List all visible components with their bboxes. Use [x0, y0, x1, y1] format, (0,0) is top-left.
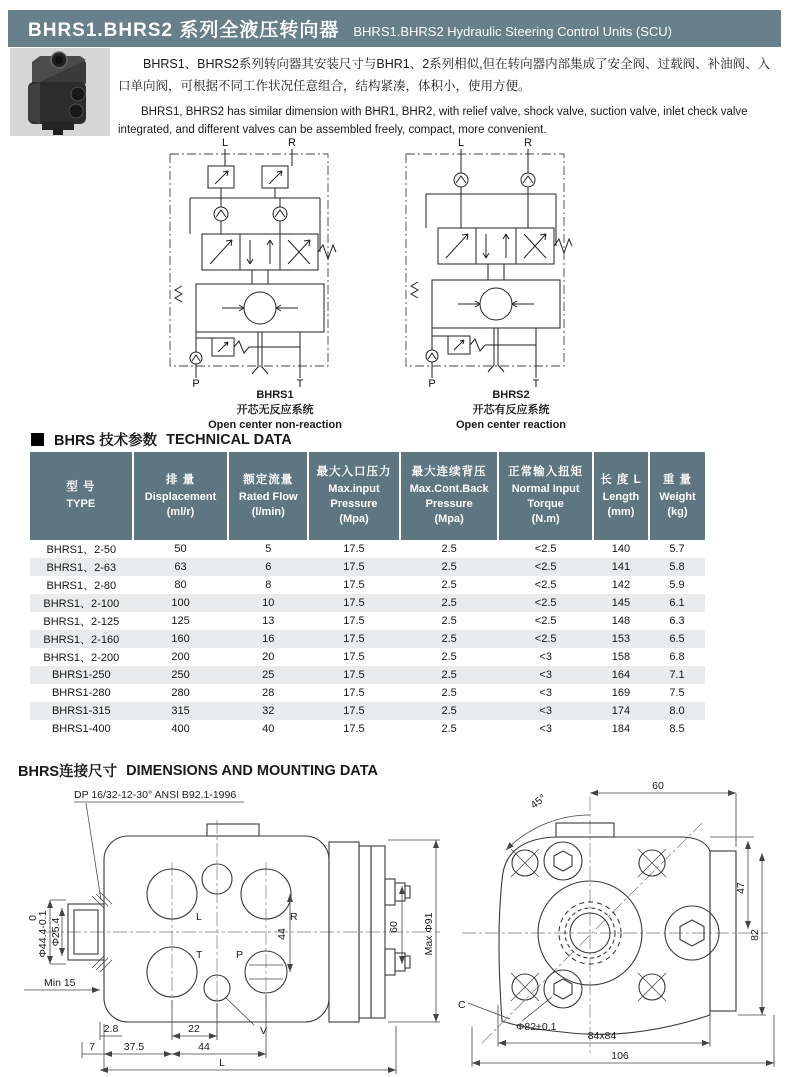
dim-47: 47: [735, 882, 747, 894]
table-cell: 164: [611, 669, 631, 681]
table-cell: 280: [171, 687, 190, 699]
table-cell: 2.5: [441, 651, 457, 663]
spline-spec-note: DP 16/32-12-30° ANSI B92.1-1996: [74, 789, 237, 801]
dim-60: 60: [652, 780, 664, 792]
table-cell: 174: [611, 705, 631, 717]
circuit-lines: [175, 149, 336, 378]
port-label-r: R: [288, 137, 296, 149]
table-cell: 141: [611, 561, 631, 573]
table-cell: BHRS1、2-100: [43, 598, 120, 610]
table-cell: 250: [171, 669, 190, 681]
col-header-weight: 重 量 Weight (kg): [649, 452, 705, 540]
table-cell: 5: [265, 543, 272, 555]
table-cell: 32: [262, 705, 275, 717]
dim-2-8: 2.8: [103, 1023, 119, 1035]
table-cell: 16: [262, 633, 275, 645]
table-cell: 6.8: [669, 651, 685, 663]
technical-data-title: [31, 429, 292, 450]
port-label-t: T: [532, 378, 540, 388]
table-cell: 17.5: [343, 615, 365, 627]
table-row: [30, 702, 705, 720]
circuit-lines: [411, 149, 572, 378]
bhrs1-caption-zh: 开芯无反应系统: [236, 403, 314, 416]
table-cell: 6.3: [669, 615, 685, 627]
port-label-p: P: [428, 378, 436, 388]
table-cell: 17.5: [343, 579, 365, 591]
table-cell: 145: [611, 597, 631, 609]
table-cell: 6.5: [669, 633, 685, 645]
table-cell: 169: [611, 687, 631, 699]
dim-7: 7: [89, 1041, 95, 1053]
hex-bolts: [544, 842, 719, 1008]
table-cell: 142: [611, 579, 631, 591]
table-cell: <2.5: [534, 597, 557, 609]
table-cell: 17.5: [343, 633, 365, 645]
page-title-zh: BHRS1.BHRS2 系列全液压转向器: [28, 20, 340, 41]
table-cell: 153: [611, 633, 631, 645]
port-label-p: P: [236, 949, 244, 961]
table-cell: 7.5: [669, 687, 685, 699]
table-cell: 2.5: [441, 615, 457, 627]
bhrs2-model: BHRS2: [492, 389, 530, 401]
ports: [147, 864, 291, 1001]
table-cell: 2.5: [441, 561, 457, 573]
table-cell: 28: [262, 687, 275, 699]
technical-title-en: TECHNICAL DATA: [166, 431, 292, 448]
table-cell: 2.5: [441, 579, 457, 591]
table-row: [30, 666, 705, 684]
bhrs1-caption: [160, 388, 390, 433]
table-cell: <2.5: [534, 543, 557, 555]
dimensions-title: [18, 760, 378, 781]
port-label-t: T: [196, 949, 203, 961]
table-cell: <2.5: [534, 561, 557, 573]
table-cell: 140: [611, 543, 631, 555]
table-cell: 8.0: [669, 705, 685, 717]
table-cell: 17.5: [343, 705, 365, 717]
table-row: [30, 540, 705, 558]
port-label-r: R: [524, 137, 532, 149]
dim-84x84: 84x84: [587, 1030, 617, 1042]
col-header-max-input-pressure: 最大入口压力 Max.input Pressure (Mpa): [308, 452, 400, 540]
col-header-length: 长 度 L Length (mm): [593, 452, 649, 540]
table-cell: 25: [262, 669, 275, 681]
table-cell: 40: [262, 723, 275, 735]
bhrs1-circuit-diagram: [160, 136, 390, 388]
port-label-l: L: [196, 911, 202, 923]
bolt-top: [385, 879, 410, 905]
table-cell: 17.5: [343, 543, 365, 555]
table-cell: 160: [171, 633, 190, 645]
table-cell: BHRS1-315: [51, 705, 111, 717]
table-cell: 2.5: [441, 669, 457, 681]
dim-max-dia-91: Max Φ91: [423, 912, 435, 956]
table-cell: 2.5: [441, 597, 457, 609]
centerlines: [44, 820, 440, 1040]
bhrs1-caption-en: Open center non-reaction: [208, 418, 342, 431]
table-cell: 10: [262, 597, 275, 609]
table-cell: <2.5: [534, 579, 557, 591]
table-cell: 8.5: [669, 723, 685, 735]
table-cell: BHRS1、2-80: [46, 580, 117, 592]
dim-44-bottom: 44: [198, 1041, 210, 1053]
mounting-holes: [511, 849, 666, 1001]
table-cell: BHRS1、2-63: [46, 562, 117, 574]
port-label-t: T: [296, 378, 304, 388]
table-cell: 2.5: [441, 633, 457, 645]
section-square-icon: [31, 433, 44, 446]
table-cell: 184: [611, 723, 631, 735]
dim-82: 82: [749, 929, 761, 941]
table-row: [30, 720, 705, 738]
technical-title-zh: BHRS 技术参数: [54, 433, 158, 449]
table-row: [30, 612, 705, 630]
table-cell: 2.5: [441, 687, 457, 699]
table-cell: 17.5: [343, 597, 365, 609]
bhrs1-model: BHRS1: [256, 389, 294, 401]
table-body: [30, 540, 705, 738]
table-cell: 17.5: [343, 651, 365, 663]
bolt-bottom: [385, 949, 410, 975]
table-cell: BHRS1-400: [51, 723, 111, 735]
port-label-l: L: [221, 137, 229, 149]
spline-note-leader: [74, 802, 244, 900]
technical-data-table: [30, 452, 705, 738]
table-cell: 17.5: [343, 561, 365, 573]
col-header-normal-input-torque: 正常输入扭矩 Normal Input Torque (N.m): [498, 452, 592, 540]
dim-dia-44-4: Φ44.4-0.1: [37, 910, 49, 958]
dim-dia-82: Φ82±0.1: [516, 1021, 557, 1033]
col-header-type: 型 号 TYPE: [30, 452, 133, 540]
dim-dia-25-4: Φ25.4: [50, 917, 62, 947]
intro-paragraph-zh: BHRS1、BHRS2系列转向器其安装尺寸与BHR1、2系列相似,但在转向器内部集成了安全阀、过载阀、补油阀、入口单向阀，可根据不同工作状况任意组合，结构紧凑，体积小，使用方便。: [118, 57, 771, 93]
table-cell: 5.7: [669, 543, 685, 555]
table-cell: BHRS1、2-160: [43, 634, 120, 646]
table-cell: 200: [171, 651, 190, 663]
dim-min-15: Min 15: [44, 977, 76, 989]
body-outline: [68, 824, 410, 1022]
table-cell: 17.5: [343, 687, 365, 699]
table-cell: 315: [171, 705, 190, 717]
table-cell: 148: [611, 615, 631, 627]
dim-22: 22: [188, 1023, 200, 1035]
bhrs2-caption-en: Open center reaction: [455, 418, 567, 431]
table-cell: 5.9: [669, 579, 685, 591]
table-cell: BHRS1、2-125: [43, 616, 120, 628]
table-cell: 6.1: [669, 597, 685, 609]
intro-paragraph-en: BHRS1, BHRS2 has similar dimension with BHR1, BHR2, with relief valve, shock valve, suction valve, inlet check valve integrated, and different valves can be assembled freely, compact, more convenient.: [118, 105, 748, 137]
table-cell: 2.5: [441, 705, 457, 717]
table-cell: BHRS1、2-200: [43, 652, 120, 664]
table-cell: 5.8: [669, 561, 685, 573]
table-cell: 125: [171, 615, 190, 627]
dim-44-vertical: 44: [276, 928, 288, 940]
front-view-drawing: [452, 775, 786, 1075]
table-cell: 80: [174, 579, 187, 591]
table-cell: 2.5: [441, 543, 457, 555]
table-cell: <3: [539, 651, 552, 663]
product-photo: [10, 48, 110, 136]
bhrs2-caption: [396, 388, 626, 433]
circuit-boundary: [170, 154, 328, 366]
dim-length-l: L: [219, 1057, 225, 1069]
table-cell: 63: [174, 561, 187, 573]
dim-37-5: 37.5: [123, 1041, 145, 1053]
page-title-en: BHRS1.BHRS2 Hydraulic Steering Control Units (SCU): [353, 23, 672, 39]
table-row: [30, 648, 705, 666]
port-label-l: L: [457, 137, 465, 149]
dim-tolerance-zero: 0: [27, 915, 39, 921]
port-label-p: P: [192, 378, 200, 388]
table-cell: 400: [171, 723, 190, 735]
steering-unit-illustration: [28, 52, 86, 135]
intro-text: [118, 54, 780, 140]
table-cell: <3: [539, 705, 552, 717]
circuit-boundary: [406, 154, 564, 366]
col-header-displacement: 排 量 Displacement (ml/r): [133, 452, 229, 540]
table-cell: 17.5: [343, 723, 365, 735]
table-cell: <2.5: [534, 615, 557, 627]
centerlines: [462, 797, 768, 1053]
table-cell: BHRS1-280: [51, 687, 111, 699]
table-cell: 7.1: [669, 669, 685, 681]
dim-45-deg: 45°: [528, 792, 549, 812]
table-cell: BHRS1-250: [51, 669, 111, 681]
table-cell: 6: [265, 561, 272, 573]
table-cell: <3: [539, 687, 552, 699]
table-header: [30, 452, 705, 540]
table-row: [30, 630, 705, 648]
table-cell: 2.5: [441, 723, 457, 735]
dimensions-title-en: DIMENSIONS AND MOUNTING DATA: [126, 762, 378, 779]
page-header: [8, 10, 781, 47]
table-cell: 13: [262, 615, 275, 627]
table-cell: 20: [262, 651, 275, 663]
table-cell: <3: [539, 669, 552, 681]
table-cell: <3: [539, 723, 552, 735]
table-row: [30, 576, 705, 594]
table-cell: <2.5: [534, 633, 557, 645]
dimensions-title-zh: BHRS连接尺寸: [18, 764, 118, 780]
bhrs2-circuit-diagram: [396, 136, 626, 388]
port-label-r: R: [290, 911, 298, 923]
table-cell: 8: [265, 579, 272, 591]
side-view-drawing: [4, 782, 450, 1075]
table-row: [30, 684, 705, 702]
table-row: [30, 558, 705, 576]
col-header-rated-flow: 额定流量 Rated Flow (l/min): [228, 452, 308, 540]
dim-106: 106: [611, 1050, 629, 1062]
table-cell: 17.5: [343, 669, 365, 681]
table-cell: BHRS1、2-50: [46, 544, 117, 556]
dim-60-vertical: 60: [388, 921, 400, 933]
port-label-v: V: [260, 1025, 268, 1037]
bhrs2-caption-zh: 开芯有反应系统: [472, 403, 550, 416]
label-c: C: [458, 999, 466, 1011]
table-cell: 158: [611, 651, 631, 663]
table-cell: 100: [171, 597, 190, 609]
table-row: [30, 594, 705, 612]
col-header-max-cont-back-pressure: 最大连续背压 Max.Cont.Back Pressure (Mpa): [400, 452, 499, 540]
table-cell: 50: [174, 543, 187, 555]
